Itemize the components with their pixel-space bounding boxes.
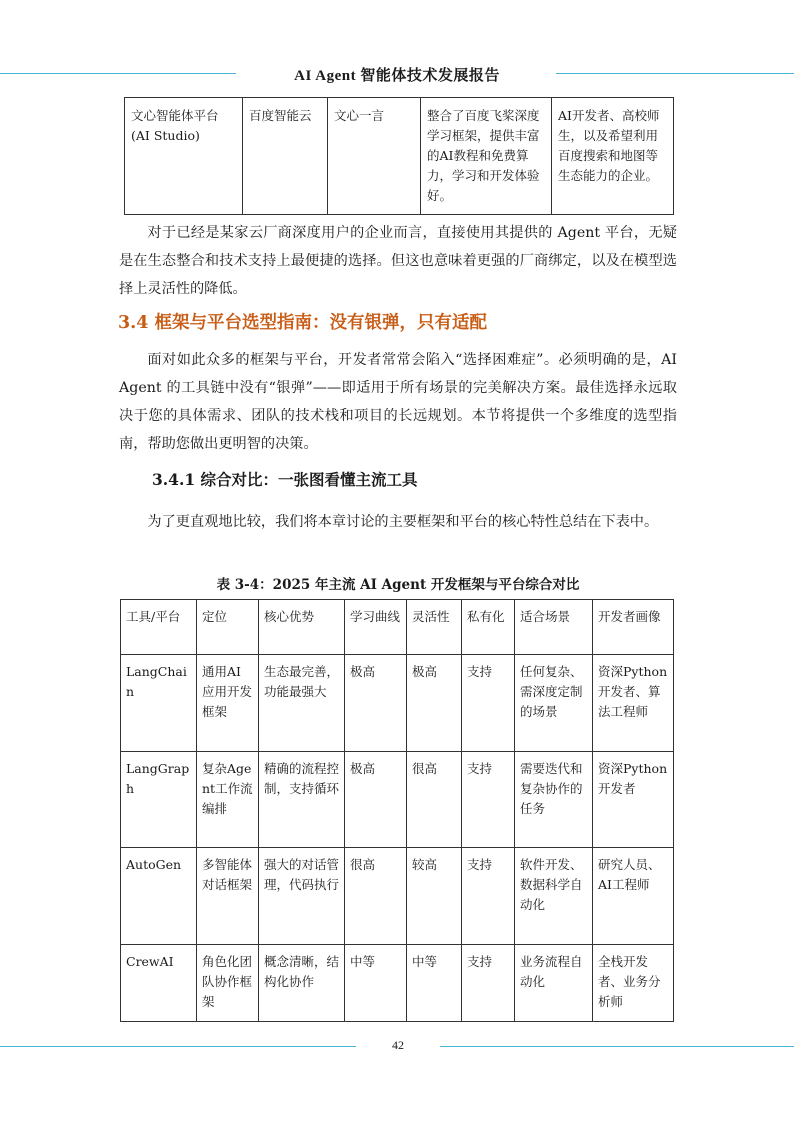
column-header: 灵活性 bbox=[407, 600, 462, 655]
table-row bbox=[125, 98, 674, 215]
running-header-title: AI Agent 智能体技术发展报告 bbox=[294, 68, 500, 84]
table-cell: AutoGen bbox=[121, 848, 197, 945]
table-cell: 全栈开发者、业务分析师 bbox=[593, 945, 674, 1022]
page-number: 42 bbox=[392, 1038, 404, 1052]
table-header-row bbox=[121, 600, 674, 655]
table-cell: 支持 bbox=[462, 945, 515, 1022]
table-cell: 很高 bbox=[345, 848, 407, 945]
table-cell: 支持 bbox=[462, 655, 515, 752]
paragraph-cloud-platform: 对于已经是某家云厂商深度用户的企业而言，直接使用其提供的 Agent 平台，无疑是在生态整合和技术支持上最便捷的选择。但这也意味着更强的厂商绑定，以及在模型选择上灵活性的降低。 bbox=[119, 225, 677, 297]
table-cell: 通用AI应用开发框架 bbox=[197, 655, 259, 752]
table-cell: 强大的对话管理，代码执行 bbox=[259, 848, 345, 945]
table-cell: 生态最完善，功能最强大 bbox=[259, 655, 345, 752]
table-cell: 角色化团队协作框架 bbox=[197, 945, 259, 1022]
section-heading: 3.4 框架与平台选型指南：没有银弹，只有适配 bbox=[118, 313, 488, 333]
header-rule-left bbox=[0, 73, 236, 74]
column-header: 定位 bbox=[197, 600, 259, 655]
column-header: 开发者画像 bbox=[593, 600, 674, 655]
table-cell: 很高 bbox=[407, 752, 462, 848]
column-header: 核心优势 bbox=[259, 600, 345, 655]
header-rule-right bbox=[556, 73, 794, 74]
table-cell: 资深Python开发者、算法工程师 bbox=[593, 655, 674, 752]
table-caption: 表 3-4：2025 年主流 AI Agent 开发框架与平台综合对比 bbox=[216, 577, 580, 593]
table-cell: 极高 bbox=[407, 655, 462, 752]
table-cell: 研究人员、AI工程师 bbox=[593, 848, 674, 945]
column-header: 适合场景 bbox=[515, 600, 593, 655]
paragraph-comparison-intro: 为了更直观地比较，我们将本章讨论的主要框架和平台的核心特性总结在下表中。 bbox=[147, 514, 659, 530]
table-cell: 中等 bbox=[407, 945, 462, 1022]
table-cell: 软件开发、数据科学自动化 bbox=[515, 848, 593, 945]
column-header: 工具/平台 bbox=[121, 600, 197, 655]
table-cell: 资深Python开发者 bbox=[593, 752, 674, 848]
table-cell: 任何复杂、需深度定制的场景 bbox=[515, 655, 593, 752]
subsection-heading: 3.4.1 综合对比：一张图看懂主流工具 bbox=[152, 470, 418, 489]
footer-rule-left bbox=[0, 1046, 356, 1047]
column-header: 学习曲线 bbox=[345, 600, 407, 655]
table-cell: 百度智能云 bbox=[243, 98, 328, 215]
table-cell: LangChain bbox=[121, 655, 197, 752]
table-cell: 概念清晰，结构化协作 bbox=[259, 945, 345, 1022]
table-row bbox=[121, 945, 674, 1022]
table-cell: LangGraph bbox=[121, 752, 197, 848]
table-cell: CrewAI bbox=[121, 945, 197, 1022]
platform-table-continued bbox=[124, 97, 674, 215]
table-cell: 支持 bbox=[462, 752, 515, 848]
table-cell: 极高 bbox=[345, 752, 407, 848]
table-cell: 支持 bbox=[462, 848, 515, 945]
table-row bbox=[121, 655, 674, 752]
table-cell: 复杂Agent工作流编排 bbox=[197, 752, 259, 848]
table-cell: 较高 bbox=[407, 848, 462, 945]
table-cell: 需要迭代和复杂协作的任务 bbox=[515, 752, 593, 848]
table-cell: 精确的流程控制，支持循环 bbox=[259, 752, 345, 848]
table-cell: 中等 bbox=[345, 945, 407, 1022]
table-cell: 多智能体对话框架 bbox=[197, 848, 259, 945]
table-cell: 文心智能体平台 (AI Studio) bbox=[125, 98, 243, 215]
table-cell: AI开发者、高校师生，以及希望利用百度搜索和地图等生态能力的企业。 bbox=[552, 98, 674, 215]
table-row bbox=[121, 848, 674, 945]
table-row bbox=[121, 752, 674, 848]
paragraph-selection-intro: 面对如此众多的框架与平台，开发者常常会陷入“选择困难症”。必须明确的是，AI Agent 的工具链中没有“银弹”——即适用于所有场景的完美解决方案。最佳选择永远取决于您的具体需求、团队的技术栈和项目的长远规划。本节将提供一个多维度的选型指南，帮助您做出更明智的决策。 bbox=[119, 352, 677, 452]
table-cell: 文心一言 bbox=[328, 98, 421, 215]
table-cell: 整合了百度飞桨深度学习框架，提供丰富的AI教程和免费算力，学习和开发体验好。 bbox=[421, 98, 552, 215]
footer-rule-right bbox=[440, 1046, 794, 1047]
column-header: 私有化 bbox=[462, 600, 515, 655]
table-cell: 业务流程自动化 bbox=[515, 945, 593, 1022]
table-cell: 极高 bbox=[345, 655, 407, 752]
framework-comparison-table bbox=[120, 599, 674, 1022]
